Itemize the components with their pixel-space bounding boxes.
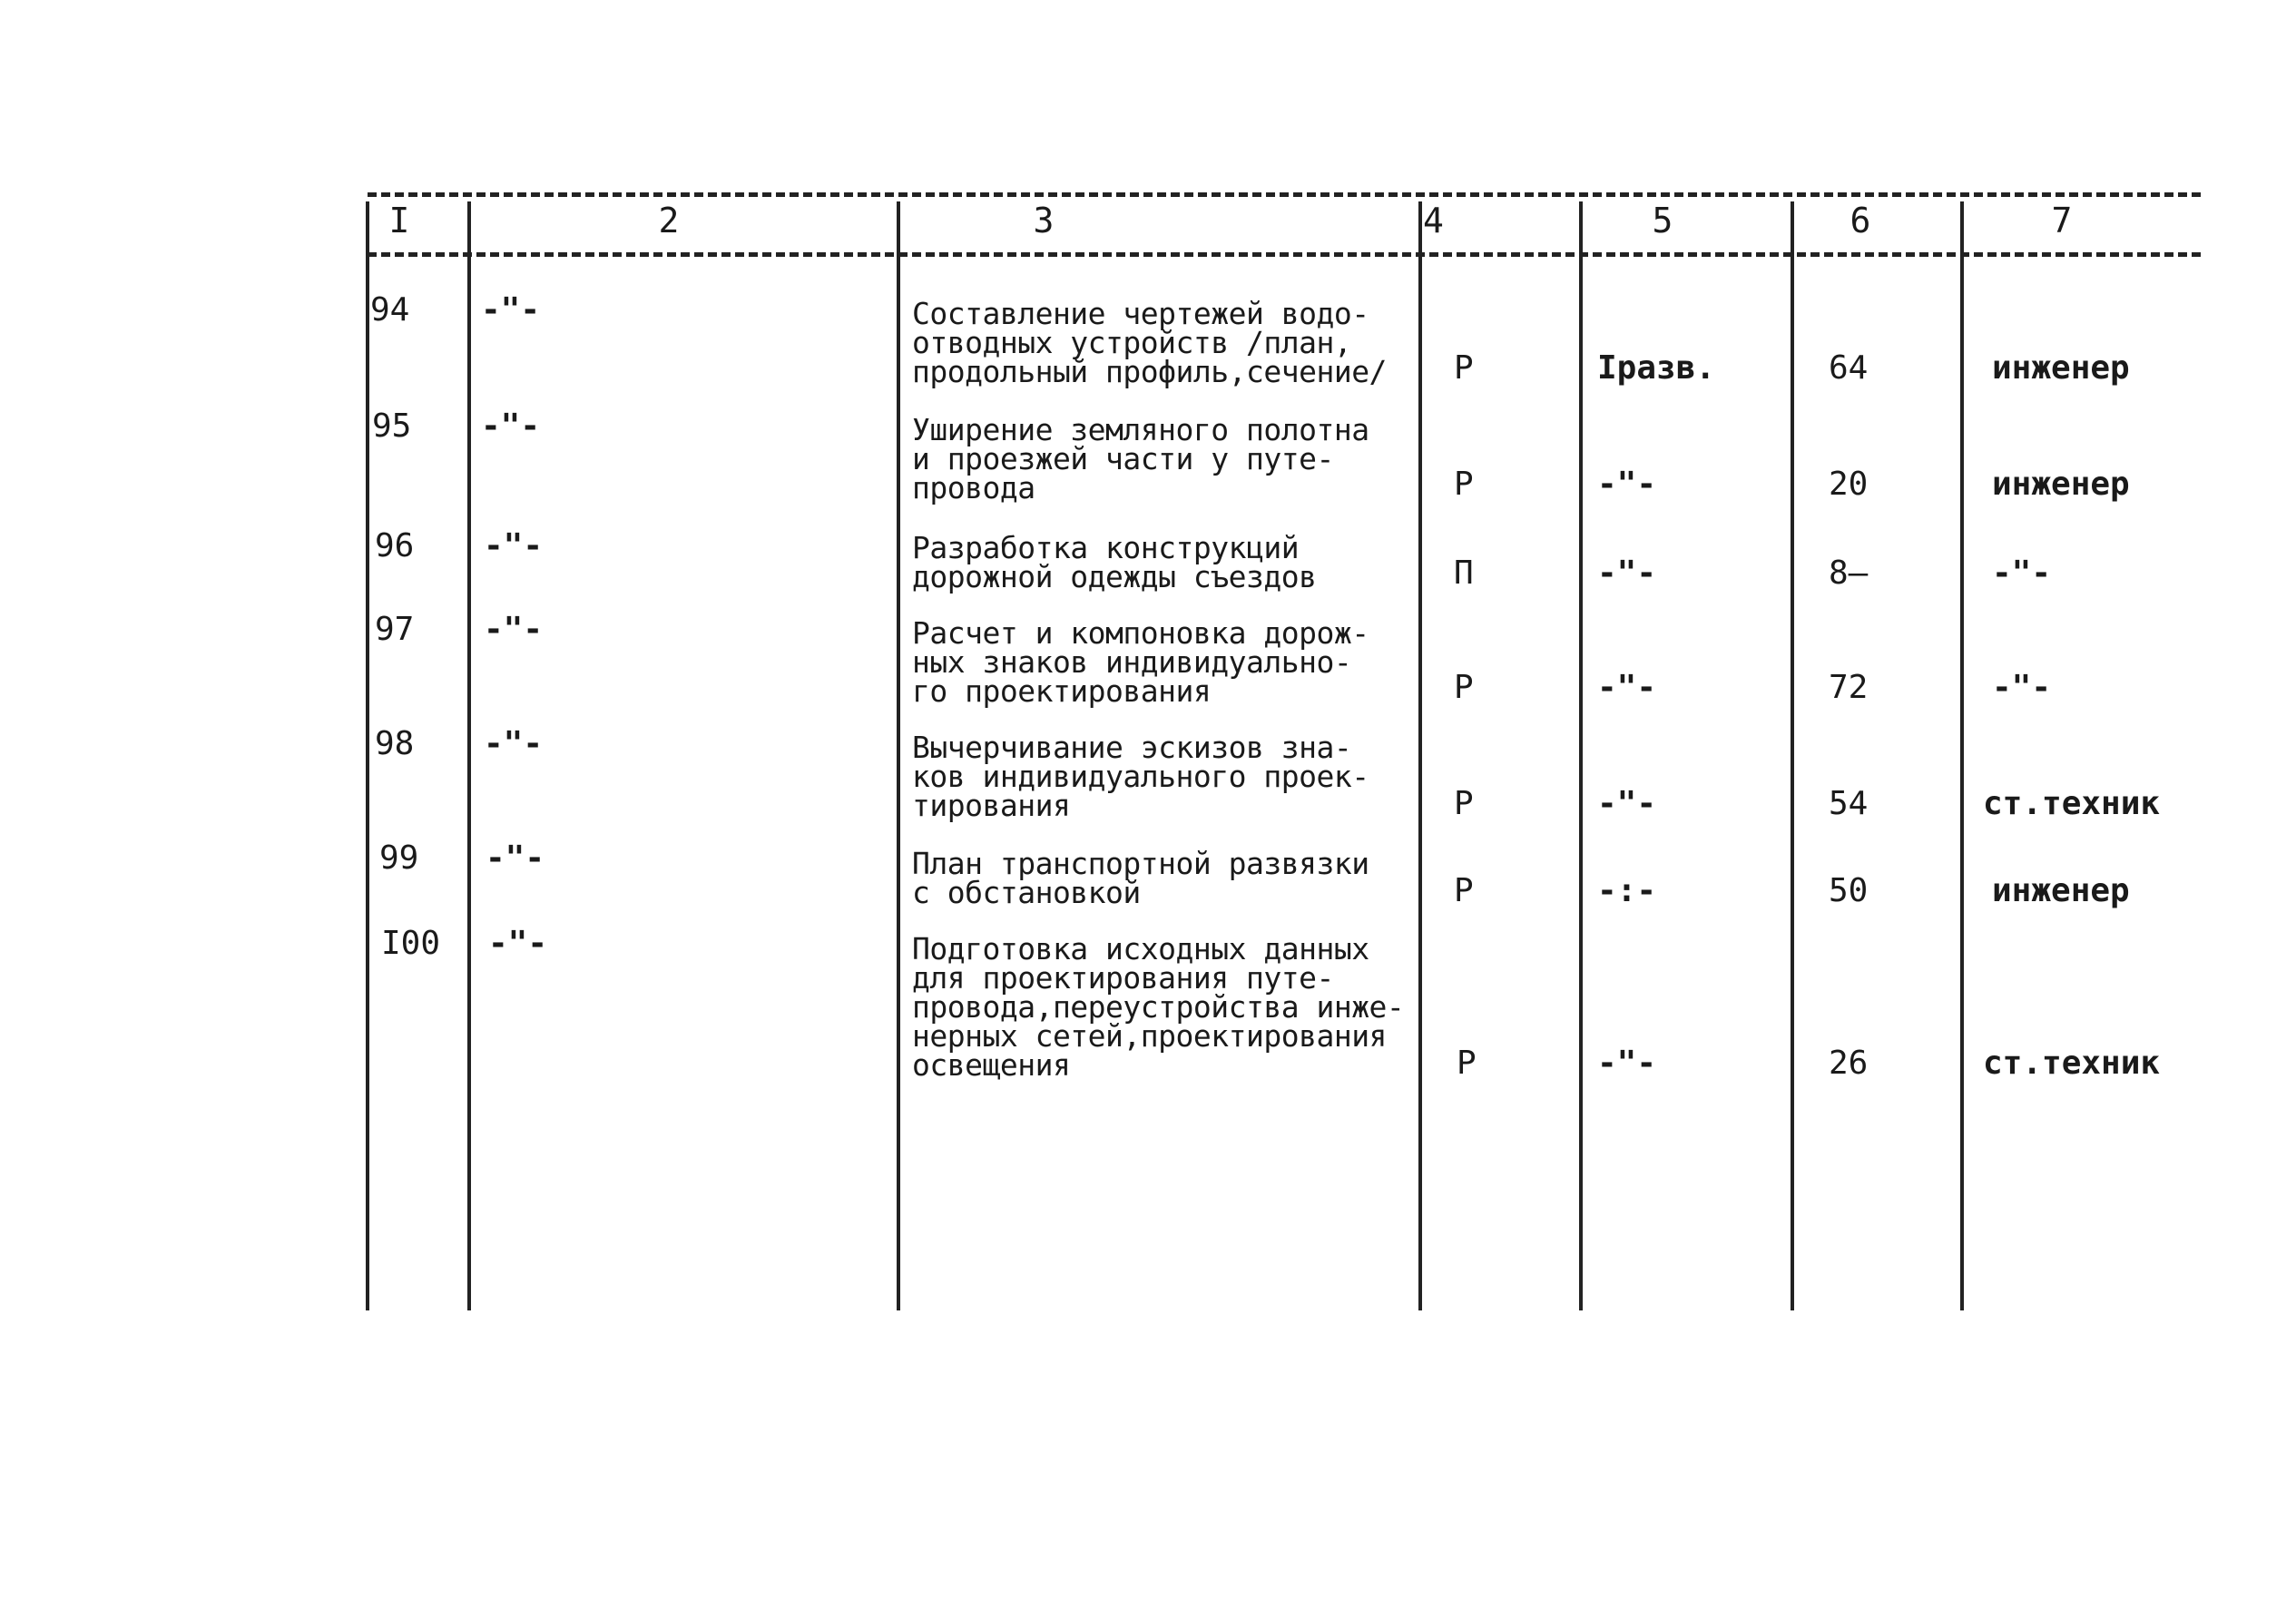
column-line-7 bbox=[1960, 201, 1964, 1310]
row-number: 98 bbox=[375, 725, 415, 762]
row-col4: Р bbox=[1454, 872, 1474, 909]
row-number: 96 bbox=[375, 527, 415, 564]
row-description: Составление чертежей водо- отводных устройств /план, продольный профиль,сечение/ bbox=[912, 296, 1387, 389]
row-col2: -"- bbox=[484, 611, 544, 648]
row-col7: -"- bbox=[1992, 554, 2052, 592]
header-col-6: 6 bbox=[1850, 201, 1871, 240]
row-description: Разработка конструкций дорожной одежды съездов bbox=[912, 530, 1317, 594]
row-col6: 54 bbox=[1829, 785, 1869, 822]
row-col6: 8— bbox=[1829, 554, 1869, 592]
row-col2: -"- bbox=[484, 725, 544, 762]
row-col4: Р bbox=[1454, 349, 1474, 387]
row-col5: -"- bbox=[1597, 554, 1657, 592]
row-col7: ст.техник bbox=[1983, 1045, 2161, 1082]
column-line-5 bbox=[1579, 201, 1583, 1310]
row-col6: 64 bbox=[1829, 349, 1869, 387]
column-line-2 bbox=[467, 201, 471, 1310]
row-col7: -"- bbox=[1992, 669, 2052, 706]
row-number: 97 bbox=[375, 611, 415, 648]
row-col7: инженер bbox=[1992, 349, 2130, 387]
row-col2: -"- bbox=[481, 291, 541, 329]
header-bottom-rule bbox=[368, 252, 2201, 257]
row-col4: Р bbox=[1454, 785, 1474, 822]
header-col-5: 5 bbox=[1652, 201, 1673, 240]
row-col5: -"- bbox=[1597, 669, 1657, 706]
row-col4: Р bbox=[1454, 669, 1474, 706]
row-col2: -"- bbox=[486, 839, 545, 877]
row-description: Расчет и компоновка дорож- ных знаков индивидуально- го проектирования bbox=[912, 615, 1369, 709]
column-line-3 bbox=[897, 201, 900, 1310]
row-col5: -:- bbox=[1597, 872, 1657, 909]
row-number: I00 bbox=[381, 925, 441, 962]
row-description: План транспортной развязки с обстановкой bbox=[912, 846, 1369, 910]
row-col4: Р bbox=[1457, 1045, 1477, 1082]
column-line-1 bbox=[366, 201, 369, 1310]
header-top-rule bbox=[368, 192, 2201, 197]
row-number: 94 bbox=[370, 291, 410, 329]
row-description: Подготовка исходных данных для проектирования путе- провода,переустройства инже- нерных сетей,проектирования освещения bbox=[912, 931, 1405, 1083]
row-col7: ст.техник bbox=[1983, 785, 2161, 822]
row-col2: -"- bbox=[488, 925, 548, 962]
row-col6: 26 bbox=[1829, 1045, 1869, 1082]
column-line-6 bbox=[1791, 201, 1794, 1310]
row-description: Вычерчивание эскизов зна- ков индивидуального проек- тирования bbox=[912, 730, 1369, 823]
row-col6: 72 bbox=[1829, 669, 1869, 706]
row-col5: -"- bbox=[1597, 785, 1657, 822]
header-col-3: 3 bbox=[1033, 201, 1055, 240]
row-col7: инженер bbox=[1992, 466, 2130, 503]
row-number: 99 bbox=[379, 839, 419, 877]
row-col6: 50 bbox=[1829, 872, 1869, 909]
header-col-4: 4 bbox=[1423, 201, 1444, 240]
header-col-7: 7 bbox=[2051, 201, 2073, 240]
row-col5: -"- bbox=[1597, 466, 1657, 503]
header-col-1: I bbox=[388, 201, 410, 240]
row-col5: -"- bbox=[1597, 1045, 1657, 1082]
row-col2: -"- bbox=[481, 407, 541, 445]
row-col4: П bbox=[1454, 554, 1474, 592]
row-number: 95 bbox=[372, 407, 412, 445]
row-description: Уширение земляного полотна и проезжей части у путе- провода bbox=[912, 412, 1369, 505]
row-col7: инженер bbox=[1992, 872, 2130, 909]
row-col5: Iразв. bbox=[1597, 349, 1716, 387]
row-col4: Р bbox=[1454, 466, 1474, 503]
row-col6: 20 bbox=[1829, 466, 1869, 503]
row-col2: -"- bbox=[484, 527, 544, 564]
header-col-2: 2 bbox=[658, 201, 680, 240]
